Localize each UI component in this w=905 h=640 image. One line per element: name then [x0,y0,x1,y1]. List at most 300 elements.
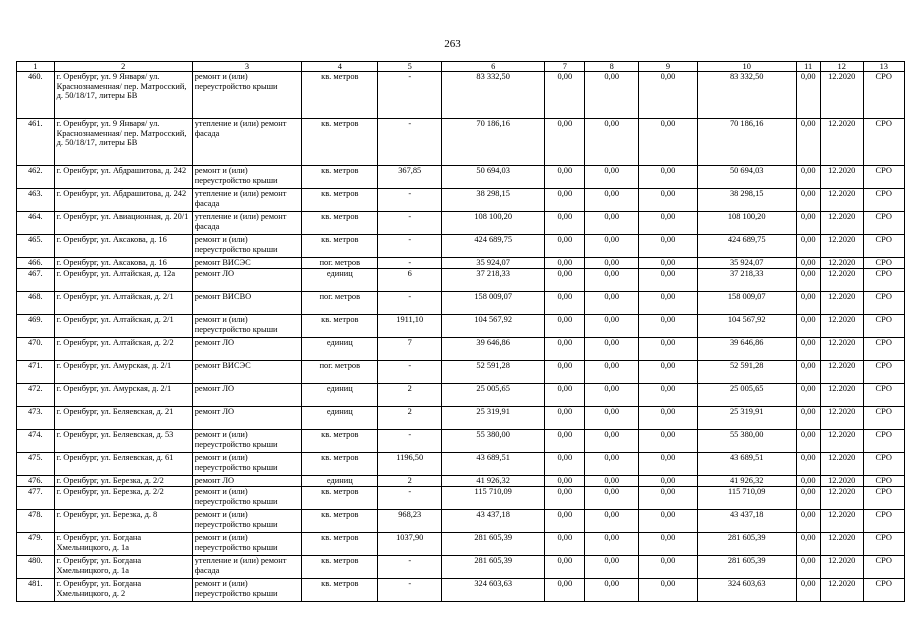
row-number: 466. [17,258,55,269]
method-cell: СРО [863,269,904,292]
method-cell: СРО [863,384,904,407]
cost-cell-10: 52 591,28 [697,361,796,384]
table-row [17,579,905,602]
cost-cell-10: 50 694,03 [697,166,796,189]
address-cell: г. Оренбург, ул. Богдана Хмельницкого, д. 2 [54,579,192,602]
total-cost-cell: 104 567,92 [442,315,545,338]
table-row [17,556,905,579]
address-cell: г. Оренбург, ул. Березка, д. 2/2 [54,487,192,510]
cost-cell-8: 0,00 [585,292,639,315]
total-cost-cell: 52 591,28 [442,361,545,384]
column-header: 12 [820,62,863,72]
cost-cell-8: 0,00 [585,235,639,258]
completion-date-cell: 12.2020 [820,258,863,269]
column-number-header-row [17,62,905,72]
cost-cell-8: 0,00 [585,258,639,269]
completion-date-cell: 12.2020 [820,453,863,476]
work-type-cell: ремонт и (или) переустройство крыши [192,166,302,189]
row-number: 479. [17,533,55,556]
total-cost-cell: 324 603,63 [442,579,545,602]
address-cell: г. Оренбург, ул. Авиационная, д. 20/1 [54,212,192,235]
unit-cell: пог. метров [302,292,378,315]
quantity-cell: - [378,361,442,384]
cost-cell-9: 0,00 [639,556,698,579]
cost-cell-10: 281 605,39 [697,556,796,579]
total-cost-cell: 83 332,50 [442,72,545,119]
column-header: 3 [192,62,302,72]
unit-cell: единиц [302,338,378,361]
unit-cell: пог. метров [302,361,378,384]
completion-date-cell: 12.2020 [820,487,863,510]
cost-cell-9: 0,00 [639,338,698,361]
work-type-cell: ремонт ЛО [192,476,302,487]
quantity-cell: 2 [378,384,442,407]
cost-cell-11: 0,00 [796,235,820,258]
quantity-cell: 1037,90 [378,533,442,556]
address-cell: г. Оренбург, ул. Аксакова, д. 16 [54,258,192,269]
cost-cell-11: 0,00 [796,269,820,292]
total-cost-cell: 55 380,00 [442,430,545,453]
cost-cell-9: 0,00 [639,430,698,453]
work-type-cell: ремонт ЛО [192,269,302,292]
cost-cell-10: 83 332,50 [697,72,796,119]
completion-date-cell: 12.2020 [820,556,863,579]
quantity-cell: - [378,579,442,602]
cost-cell-10: 324 603,63 [697,579,796,602]
unit-cell: кв. метров [302,315,378,338]
method-cell: СРО [863,315,904,338]
row-number: 471. [17,361,55,384]
cost-cell-7: 0,00 [545,235,585,258]
total-cost-cell: 39 646,86 [442,338,545,361]
completion-date-cell: 12.2020 [820,384,863,407]
cost-cell-9: 0,00 [639,476,698,487]
column-header: 6 [442,62,545,72]
address-cell: г. Оренбург, ул. Амурская, д. 2/1 [54,384,192,407]
cost-cell-7: 0,00 [545,361,585,384]
work-type-cell: ремонт и (или) переустройство крыши [192,533,302,556]
total-cost-cell: 38 298,15 [442,189,545,212]
cost-cell-8: 0,00 [585,476,639,487]
unit-cell: единиц [302,384,378,407]
column-header: 10 [697,62,796,72]
method-cell: СРО [863,533,904,556]
address-cell: г. Оренбург, ул. Алтайская, д. 12а [54,269,192,292]
table-row [17,269,905,292]
completion-date-cell: 12.2020 [820,430,863,453]
work-type-cell: ремонт и (или) переустройство крыши [192,579,302,602]
method-cell: СРО [863,556,904,579]
row-number: 478. [17,510,55,533]
row-number: 473. [17,407,55,430]
quantity-cell: 1196,50 [378,453,442,476]
unit-cell: кв. метров [302,212,378,235]
cost-cell-11: 0,00 [796,384,820,407]
cost-cell-11: 0,00 [796,166,820,189]
row-number: 472. [17,384,55,407]
cost-cell-8: 0,00 [585,189,639,212]
cost-cell-7: 0,00 [545,315,585,338]
cost-cell-8: 0,00 [585,361,639,384]
table-row [17,315,905,338]
method-cell: СРО [863,72,904,119]
column-header: 11 [796,62,820,72]
address-cell: г. Оренбург, ул. Богдана Хмельницкого, д. 1а [54,533,192,556]
cost-cell-7: 0,00 [545,212,585,235]
row-number: 464. [17,212,55,235]
cost-cell-10: 104 567,92 [697,315,796,338]
table-row [17,510,905,533]
table-row [17,407,905,430]
cost-cell-8: 0,00 [585,269,639,292]
total-cost-cell: 25 005,65 [442,384,545,407]
cost-cell-8: 0,00 [585,384,639,407]
method-cell: СРО [863,407,904,430]
work-type-cell: ремонт и (или) переустройство крыши [192,430,302,453]
completion-date-cell: 12.2020 [820,579,863,602]
method-cell: СРО [863,119,904,166]
cost-cell-7: 0,00 [545,476,585,487]
total-cost-cell: 43 437,18 [442,510,545,533]
address-cell: г. Оренбург, ул. Абдрашитова, д. 242 [54,189,192,212]
work-type-cell: ремонт и (или) переустройство крыши [192,510,302,533]
cost-cell-9: 0,00 [639,315,698,338]
cost-cell-7: 0,00 [545,292,585,315]
work-type-cell: ремонт и (или) переустройство крыши [192,72,302,119]
quantity-cell: - [378,235,442,258]
row-number: 476. [17,476,55,487]
cost-cell-7: 0,00 [545,453,585,476]
table-row [17,361,905,384]
quantity-cell: - [378,119,442,166]
method-cell: СРО [863,510,904,533]
unit-cell: кв. метров [302,510,378,533]
cost-cell-10: 41 926,32 [697,476,796,487]
cost-cell-11: 0,00 [796,189,820,212]
address-cell: г. Оренбург, ул. Березка, д. 2/2 [54,476,192,487]
quantity-cell: - [378,212,442,235]
cost-cell-10: 43 689,51 [697,453,796,476]
cost-cell-9: 0,00 [639,579,698,602]
unit-cell: кв. метров [302,166,378,189]
cost-cell-10: 281 605,39 [697,533,796,556]
cost-cell-9: 0,00 [639,407,698,430]
cost-cell-8: 0,00 [585,453,639,476]
completion-date-cell: 12.2020 [820,361,863,384]
cost-cell-11: 0,00 [796,338,820,361]
address-cell: г. Оренбург, ул. 9 Января/ ул. Краснознаменная/ пер. Матросский, д. 50/18/17, литеры БВ [54,119,192,166]
table-row [17,189,905,212]
address-cell: г. Оренбург, ул. Алтайская, д. 2/2 [54,338,192,361]
cost-cell-11: 0,00 [796,430,820,453]
repair-program-table [16,61,905,602]
unit-cell: единиц [302,269,378,292]
work-type-cell: ремонт и (или) переустройство крыши [192,235,302,258]
unit-cell: кв. метров [302,235,378,258]
unit-cell: кв. метров [302,453,378,476]
method-cell: СРО [863,338,904,361]
cost-cell-11: 0,00 [796,258,820,269]
cost-cell-11: 0,00 [796,315,820,338]
column-header: 1 [17,62,55,72]
cost-cell-8: 0,00 [585,119,639,166]
total-cost-cell: 70 186,16 [442,119,545,166]
cost-cell-8: 0,00 [585,212,639,235]
address-cell: г. Оренбург, ул. Беляевская, д. 61 [54,453,192,476]
cost-cell-8: 0,00 [585,72,639,119]
row-number: 462. [17,166,55,189]
address-cell: г. Оренбург, ул. 9 Января/ ул. Краснознаменная/ пер. Матросский, д. 50/18/17, литеры БВ [54,72,192,119]
total-cost-cell: 35 924,07 [442,258,545,269]
address-cell: г. Оренбург, ул. Абдрашитова, д. 242 [54,166,192,189]
cost-cell-9: 0,00 [639,453,698,476]
cost-cell-10: 158 009,07 [697,292,796,315]
cost-cell-9: 0,00 [639,119,698,166]
row-number: 463. [17,189,55,212]
cost-cell-8: 0,00 [585,533,639,556]
total-cost-cell: 281 605,39 [442,556,545,579]
address-cell: г. Оренбург, ул. Аксакова, д. 16 [54,235,192,258]
cost-cell-7: 0,00 [545,430,585,453]
row-number: 480. [17,556,55,579]
column-header: 2 [54,62,192,72]
row-number: 481. [17,579,55,602]
method-cell: СРО [863,430,904,453]
completion-date-cell: 12.2020 [820,476,863,487]
total-cost-cell: 37 218,33 [442,269,545,292]
quantity-cell: 2 [378,407,442,430]
row-number: 468. [17,292,55,315]
cost-cell-9: 0,00 [639,361,698,384]
method-cell: СРО [863,212,904,235]
cost-cell-10: 35 924,07 [697,258,796,269]
cost-cell-9: 0,00 [639,72,698,119]
row-number: 460. [17,72,55,119]
quantity-cell: - [378,556,442,579]
page-number: 263 [444,38,461,50]
cost-cell-11: 0,00 [796,72,820,119]
completion-date-cell: 12.2020 [820,292,863,315]
completion-date-cell: 12.2020 [820,533,863,556]
method-cell: СРО [863,361,904,384]
work-type-cell: ремонт ВИСЭС [192,361,302,384]
cost-cell-9: 0,00 [639,166,698,189]
column-header: 7 [545,62,585,72]
address-cell: г. Оренбург, ул. Алтайская, д. 2/1 [54,315,192,338]
cost-cell-7: 0,00 [545,258,585,269]
work-type-cell: ремонт и (или) переустройство крыши [192,315,302,338]
method-cell: СРО [863,476,904,487]
row-number: 469. [17,315,55,338]
table-row [17,487,905,510]
work-type-cell: ремонт ЛО [192,338,302,361]
cost-cell-7: 0,00 [545,166,585,189]
table-row [17,533,905,556]
row-number: 477. [17,487,55,510]
cost-cell-7: 0,00 [545,269,585,292]
cost-cell-8: 0,00 [585,510,639,533]
unit-cell: кв. метров [302,72,378,119]
unit-cell: кв. метров [302,119,378,166]
method-cell: СРО [863,189,904,212]
unit-cell: кв. метров [302,533,378,556]
table-row [17,235,905,258]
column-header: 8 [585,62,639,72]
cost-cell-11: 0,00 [796,510,820,533]
table-row [17,292,905,315]
cost-cell-8: 0,00 [585,430,639,453]
row-number: 470. [17,338,55,361]
unit-cell: кв. метров [302,189,378,212]
quantity-cell: 968,23 [378,510,442,533]
cost-cell-11: 0,00 [796,292,820,315]
quantity-cell: 367,85 [378,166,442,189]
completion-date-cell: 12.2020 [820,269,863,292]
cost-cell-8: 0,00 [585,487,639,510]
total-cost-cell: 281 605,39 [442,533,545,556]
unit-cell: единиц [302,476,378,487]
cost-cell-7: 0,00 [545,407,585,430]
cost-cell-11: 0,00 [796,579,820,602]
cost-cell-11: 0,00 [796,212,820,235]
cost-cell-9: 0,00 [639,269,698,292]
cost-cell-7: 0,00 [545,579,585,602]
method-cell: СРО [863,579,904,602]
unit-cell: пог. метров [302,258,378,269]
total-cost-cell: 108 100,20 [442,212,545,235]
quantity-cell: - [378,72,442,119]
quantity-cell: - [378,189,442,212]
quantity-cell: - [378,487,442,510]
cost-cell-9: 0,00 [639,189,698,212]
table-row [17,119,905,166]
cost-cell-11: 0,00 [796,453,820,476]
completion-date-cell: 12.2020 [820,315,863,338]
completion-date-cell: 12.2020 [820,72,863,119]
address-cell: г. Оренбург, ул. Беляевская, д. 53 [54,430,192,453]
cost-cell-8: 0,00 [585,166,639,189]
table-row [17,338,905,361]
table-row [17,258,905,269]
unit-cell: единиц [302,407,378,430]
cost-cell-10: 108 100,20 [697,212,796,235]
table-row [17,430,905,453]
total-cost-cell: 25 319,91 [442,407,545,430]
cost-cell-7: 0,00 [545,533,585,556]
row-number: 474. [17,430,55,453]
total-cost-cell: 115 710,09 [442,487,545,510]
method-cell: СРО [863,487,904,510]
method-cell: СРО [863,292,904,315]
work-type-cell: утепление и (или) ремонт фасада [192,556,302,579]
work-type-cell: ремонт и (или) переустройство крыши [192,453,302,476]
cost-cell-7: 0,00 [545,72,585,119]
cost-cell-7: 0,00 [545,510,585,533]
table-row [17,453,905,476]
work-type-cell: ремонт ВИСЭС [192,258,302,269]
completion-date-cell: 12.2020 [820,510,863,533]
quantity-cell: 7 [378,338,442,361]
total-cost-cell: 158 009,07 [442,292,545,315]
cost-cell-10: 70 186,16 [697,119,796,166]
total-cost-cell: 424 689,75 [442,235,545,258]
cost-cell-10: 43 437,18 [697,510,796,533]
method-cell: СРО [863,235,904,258]
address-cell: г. Оренбург, ул. Беляевская, д. 21 [54,407,192,430]
completion-date-cell: 12.2020 [820,212,863,235]
method-cell: СРО [863,166,904,189]
cost-cell-8: 0,00 [585,579,639,602]
work-type-cell: ремонт ВИСВО [192,292,302,315]
cost-cell-7: 0,00 [545,384,585,407]
cost-cell-10: 38 298,15 [697,189,796,212]
completion-date-cell: 12.2020 [820,166,863,189]
column-header: 13 [863,62,904,72]
cost-cell-7: 0,00 [545,189,585,212]
work-type-cell: ремонт и (или) переустройство крыши [192,487,302,510]
unit-cell: кв. метров [302,556,378,579]
cost-cell-8: 0,00 [585,315,639,338]
quantity-cell: - [378,258,442,269]
method-cell: СРО [863,258,904,269]
work-type-cell: утепление и (или) ремонт фасада [192,119,302,166]
work-type-cell: ремонт ЛО [192,407,302,430]
address-cell: г. Оренбург, ул. Богдана Хмельницкого, д. 1а [54,556,192,579]
table-row [17,72,905,119]
table-row [17,476,905,487]
cost-cell-8: 0,00 [585,338,639,361]
cost-cell-9: 0,00 [639,292,698,315]
cost-cell-8: 0,00 [585,556,639,579]
completion-date-cell: 12.2020 [820,407,863,430]
total-cost-cell: 43 689,51 [442,453,545,476]
row-number: 475. [17,453,55,476]
column-header: 4 [302,62,378,72]
row-number: 461. [17,119,55,166]
row-number: 465. [17,235,55,258]
table-row [17,384,905,407]
completion-date-cell: 12.2020 [820,338,863,361]
address-cell: г. Оренбург, ул. Березка, д. 8 [54,510,192,533]
unit-cell: кв. метров [302,430,378,453]
column-header: 5 [378,62,442,72]
cost-cell-9: 0,00 [639,533,698,556]
cost-cell-11: 0,00 [796,119,820,166]
cost-cell-10: 115 710,09 [697,487,796,510]
cost-cell-9: 0,00 [639,384,698,407]
cost-cell-11: 0,00 [796,407,820,430]
total-cost-cell: 41 926,32 [442,476,545,487]
cost-cell-9: 0,00 [639,487,698,510]
column-header: 9 [639,62,698,72]
completion-date-cell: 12.2020 [820,189,863,212]
cost-cell-10: 39 646,86 [697,338,796,361]
cost-cell-11: 0,00 [796,476,820,487]
total-cost-cell: 50 694,03 [442,166,545,189]
method-cell: СРО [863,453,904,476]
unit-cell: кв. метров [302,487,378,510]
quantity-cell: - [378,292,442,315]
cost-cell-11: 0,00 [796,361,820,384]
cost-cell-7: 0,00 [545,338,585,361]
unit-cell: кв. метров [302,579,378,602]
cost-cell-10: 424 689,75 [697,235,796,258]
cost-cell-8: 0,00 [585,407,639,430]
quantity-cell: - [378,430,442,453]
work-type-cell: утепление и (или) ремонт фасада [192,189,302,212]
cost-cell-10: 37 218,33 [697,269,796,292]
completion-date-cell: 12.2020 [820,235,863,258]
